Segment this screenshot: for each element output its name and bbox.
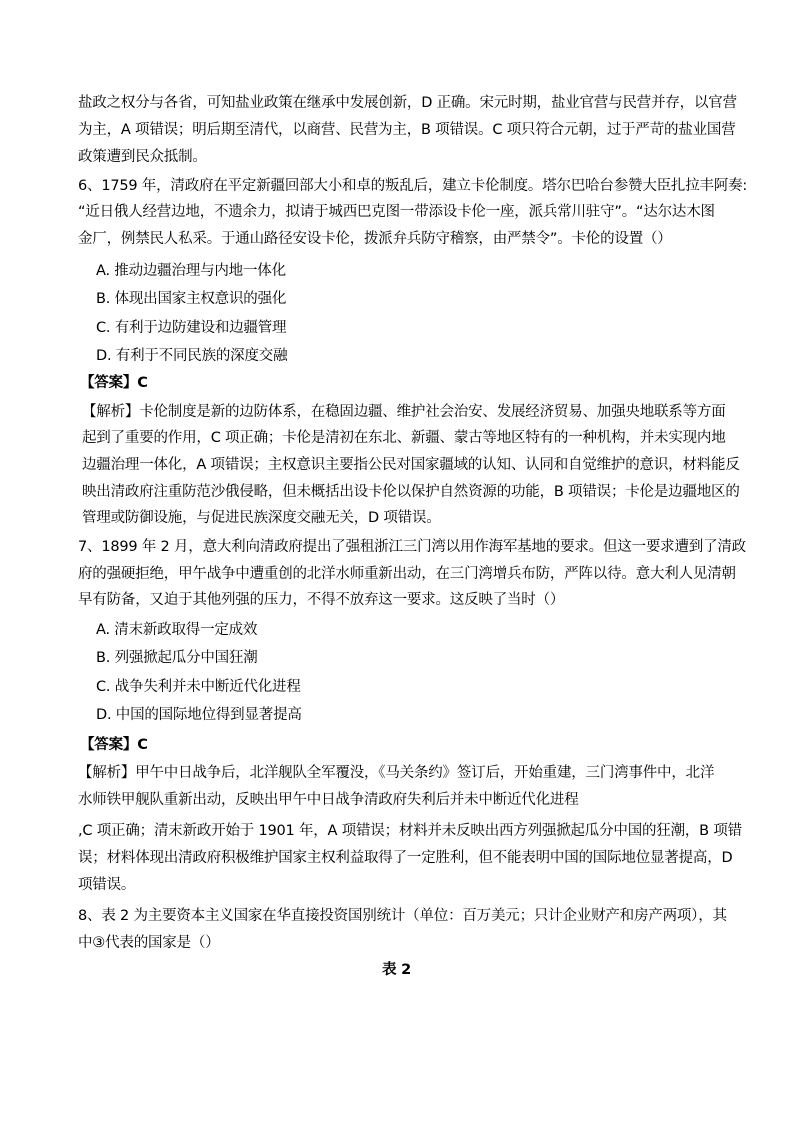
- question-7-stem-line: 7、1899 年 2 月，意大利向清政府提出了强租浙江三门湾以用作海军基地的要求。但这一要求遭到了清政: [78, 539, 746, 555]
- question-6-option-b: B. 体现出国家主权意识的强化: [96, 291, 287, 307]
- question-7-option-b: B. 列强掀起瓜分中国狂潮: [96, 650, 258, 666]
- question-7-analysis-line: 误；材料体现出清政府积极维护国家主权利益取得了一定胜利，但不能表明中国的国际地位显著提高，D: [78, 850, 733, 866]
- question-6-analysis-line: 映出清政府注重防范沙俄侵略，但未概括出设卡伦以保护自然资源的功能，B 项错误；卡伦是边疆地区的: [82, 484, 740, 500]
- question-6-option-a: A. 推动边疆治理与内地一体化: [96, 263, 286, 279]
- text-line: 为主，A 项错误；明后期至清代，以商营、民营为主，B 项错误。C 项只符合元朝，过于严苛的盐业国营: [78, 122, 736, 138]
- question-6-option-d: D. 有利于不同民族的深度交融: [96, 348, 288, 364]
- question-7-analysis-line: 项错误。: [78, 877, 136, 893]
- question-7-answer: 【答案】C: [80, 737, 148, 753]
- question-7-stem-line: 府的强硬拒绝，甲午战争中遭重创的北洋水师重新出动，在三门湾增兵布防，严阵以待。意大利人见清朝: [78, 566, 736, 582]
- question-7-option-c: C. 战争失利并未中断近代化进程: [96, 679, 301, 695]
- question-8-stem-line: 8、表 2 为主要资本主义国家在华直接投资国别统计（单位：百万美元；只计企业财产和房产两项），其: [78, 908, 727, 924]
- question-6-answer: 【答案】C: [80, 375, 148, 391]
- question-7-option-d: D. 中国的国际地位得到显著提高: [96, 707, 302, 723]
- question-6-stem-line: 金厂，例禁民人私采。于通山路径安设卡伦，拨派弁兵防守稽察，由严禁令”。卡伦的设置（）: [78, 231, 672, 247]
- question-6-analysis-line: 【解析】卡伦制度是新的边防体系，在稳固边疆、维护社会治安、发展经济贸易、加强央地联系等方面: [82, 404, 726, 420]
- question-7-stem-line: 早有防备，又迫于其他列强的压力，不得不放弃这一要求。这反映了当时（）: [78, 592, 565, 608]
- question-6-stem-line: 6、1759 年，清政府在平定新疆回部大小和卓的叛乱后，建立卡伦制度。塔尔巴哈台参赞大臣扎拉丰阿奏:: [78, 178, 748, 194]
- question-7-analysis-line: 水师铁甲舰队重新出动，反映出甲午中日战争清政府失利后并未中断近代化进程: [78, 792, 579, 808]
- question-6-analysis-line: 管理或防御设施，与促进民族深度交融无关，D 项错误。: [82, 510, 441, 526]
- table-caption: 表 2: [381, 962, 412, 978]
- question-8-stem-line: 中③代表的国家是（）: [78, 935, 220, 951]
- question-6-analysis-line: 起到了重要的作用，C 项正确；卡伦是清初在东北、新疆、蒙古等地区特有的一种机构，并未实现内地: [82, 430, 726, 446]
- question-6-stem-line: “近日俄人经营边地，不遗余力，拟请于城西巴克图一带添设卡伦一座，派兵常川驻守”。“达尔达木图: [78, 204, 715, 220]
- text-line: 政策遭到民众抵制。: [78, 149, 207, 165]
- question-6-option-c: C. 有利于边防建设和边疆管理: [96, 320, 287, 336]
- question-7-analysis-line: ,C 项正确；清末新政开始于 1901 年，A 项错误；材料并未反映出西方列强掀起瓜分中国的狂潮，B 项错: [78, 823, 742, 839]
- question-6-analysis-line: 边疆治理一体化，A 项错误；主权意识主要指公民对国家疆域的认知、认同和自觉维护的意识，材料能反: [82, 457, 740, 473]
- question-7-option-a: A. 清末新政取得一定成效: [96, 622, 258, 638]
- question-7-analysis-line: 【解析】甲午中日战争后，北洋舰队全军覆没，《马关条约》签订后，开始重建，三门湾事件中，北洋: [78, 765, 715, 781]
- text-line: 盐政之权分与各省，可知盐业政策在继承中发展创新，D 正确。宋元时期，盐业官营与民营并存，以官营: [78, 95, 737, 111]
